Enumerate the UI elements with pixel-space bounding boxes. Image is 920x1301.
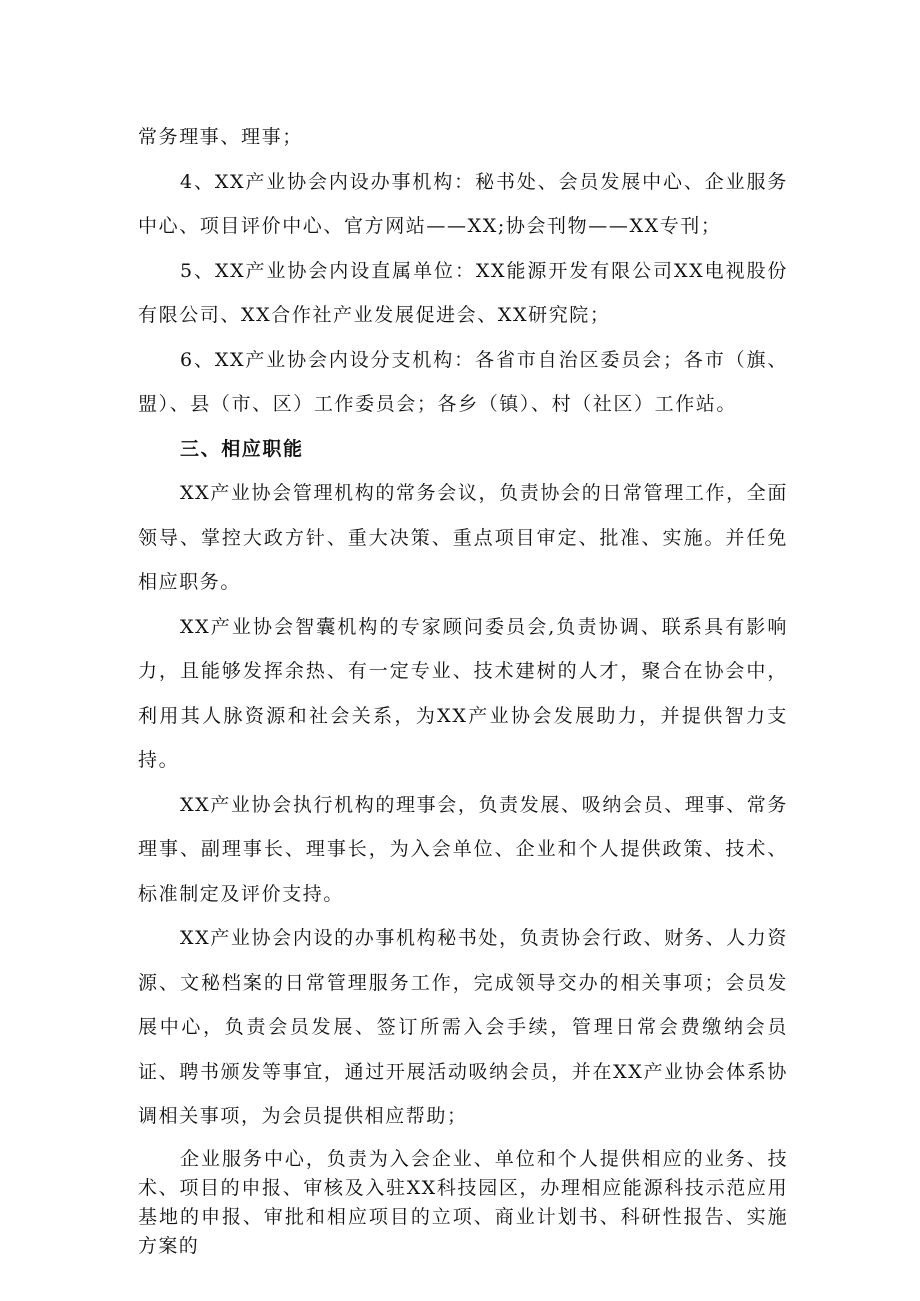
paragraph-enterprise-service: 企业服务中心，负责为入会企业、单位和个人提供相应的业务、技术、项目的申报、审核及入驻XX科技园区，办理相应能源科技示范应用基地的申报、审批和相应项目的立项、商业计划书、科研性报告、实施方案的: [138, 1147, 788, 1257]
paragraph-item-5: 5、XX产业协会内设直属单位：XX能源开发有限公司XX电视股份有限公司、XX合作社产业发展促进会、XX研究院；: [138, 259, 788, 326]
paragraph-item-6: 6、XX产业协会内设分支机构：各省市自治区委员会；各市（旗、盟）、县（市、区）工作委员会；各乡（镇）、村（社区）工作站。: [138, 348, 788, 415]
paragraph-management: XX产业协会管理机构的常务会议，负责协会的日常管理工作，全面领导、掌控大政方针、重大决策、重点项目审定、批准、实施。并任免相应职务。: [138, 482, 788, 593]
document-page: [138, 115, 788, 1261]
paragraph-advisory: XX产业协会智囊机构的专家顾问委员会,负责协调、联系具有影响力，且能够发挥余热、有一定专业、技术建树的人才，聚合在协会中，利用其人脉资源和社会关系，为XX产业协会发展助力，并提供智力支持。: [138, 615, 788, 771]
paragraph-council: XX产业协会执行机构的理事会，负责发展、吸纳会员、理事、常务理事、副理事长、理事长，为入会单位、企业和个人提供政策、技术、标准制定及评价支持。: [138, 793, 788, 905]
section-heading: 三、相应职能: [180, 437, 304, 460]
paragraph-item-4: 4、XX产业协会内设办事机构：秘书处、会员发展中心、企业服务中心、项目评价中心、官方网站——XX;协会刊物——XX专刊；: [138, 170, 788, 237]
paragraph-continuation: 常务理事、理事；: [138, 126, 303, 148]
paragraph-secretariat: XX产业协会内设的办事机构秘书处，负责协会行政、财务、人力资源、文秘档案的日常管理服务工作，完成领导交办的相关事项；会员发展中心，负责会员发展、签订所需入会手续，管理日常会费缴纳会员证、聘书颁发等事宜，通过开展活动吸纳会员，并在XX产业协会体系协调相关事项，为会员提供相应帮助；: [138, 927, 788, 1127]
